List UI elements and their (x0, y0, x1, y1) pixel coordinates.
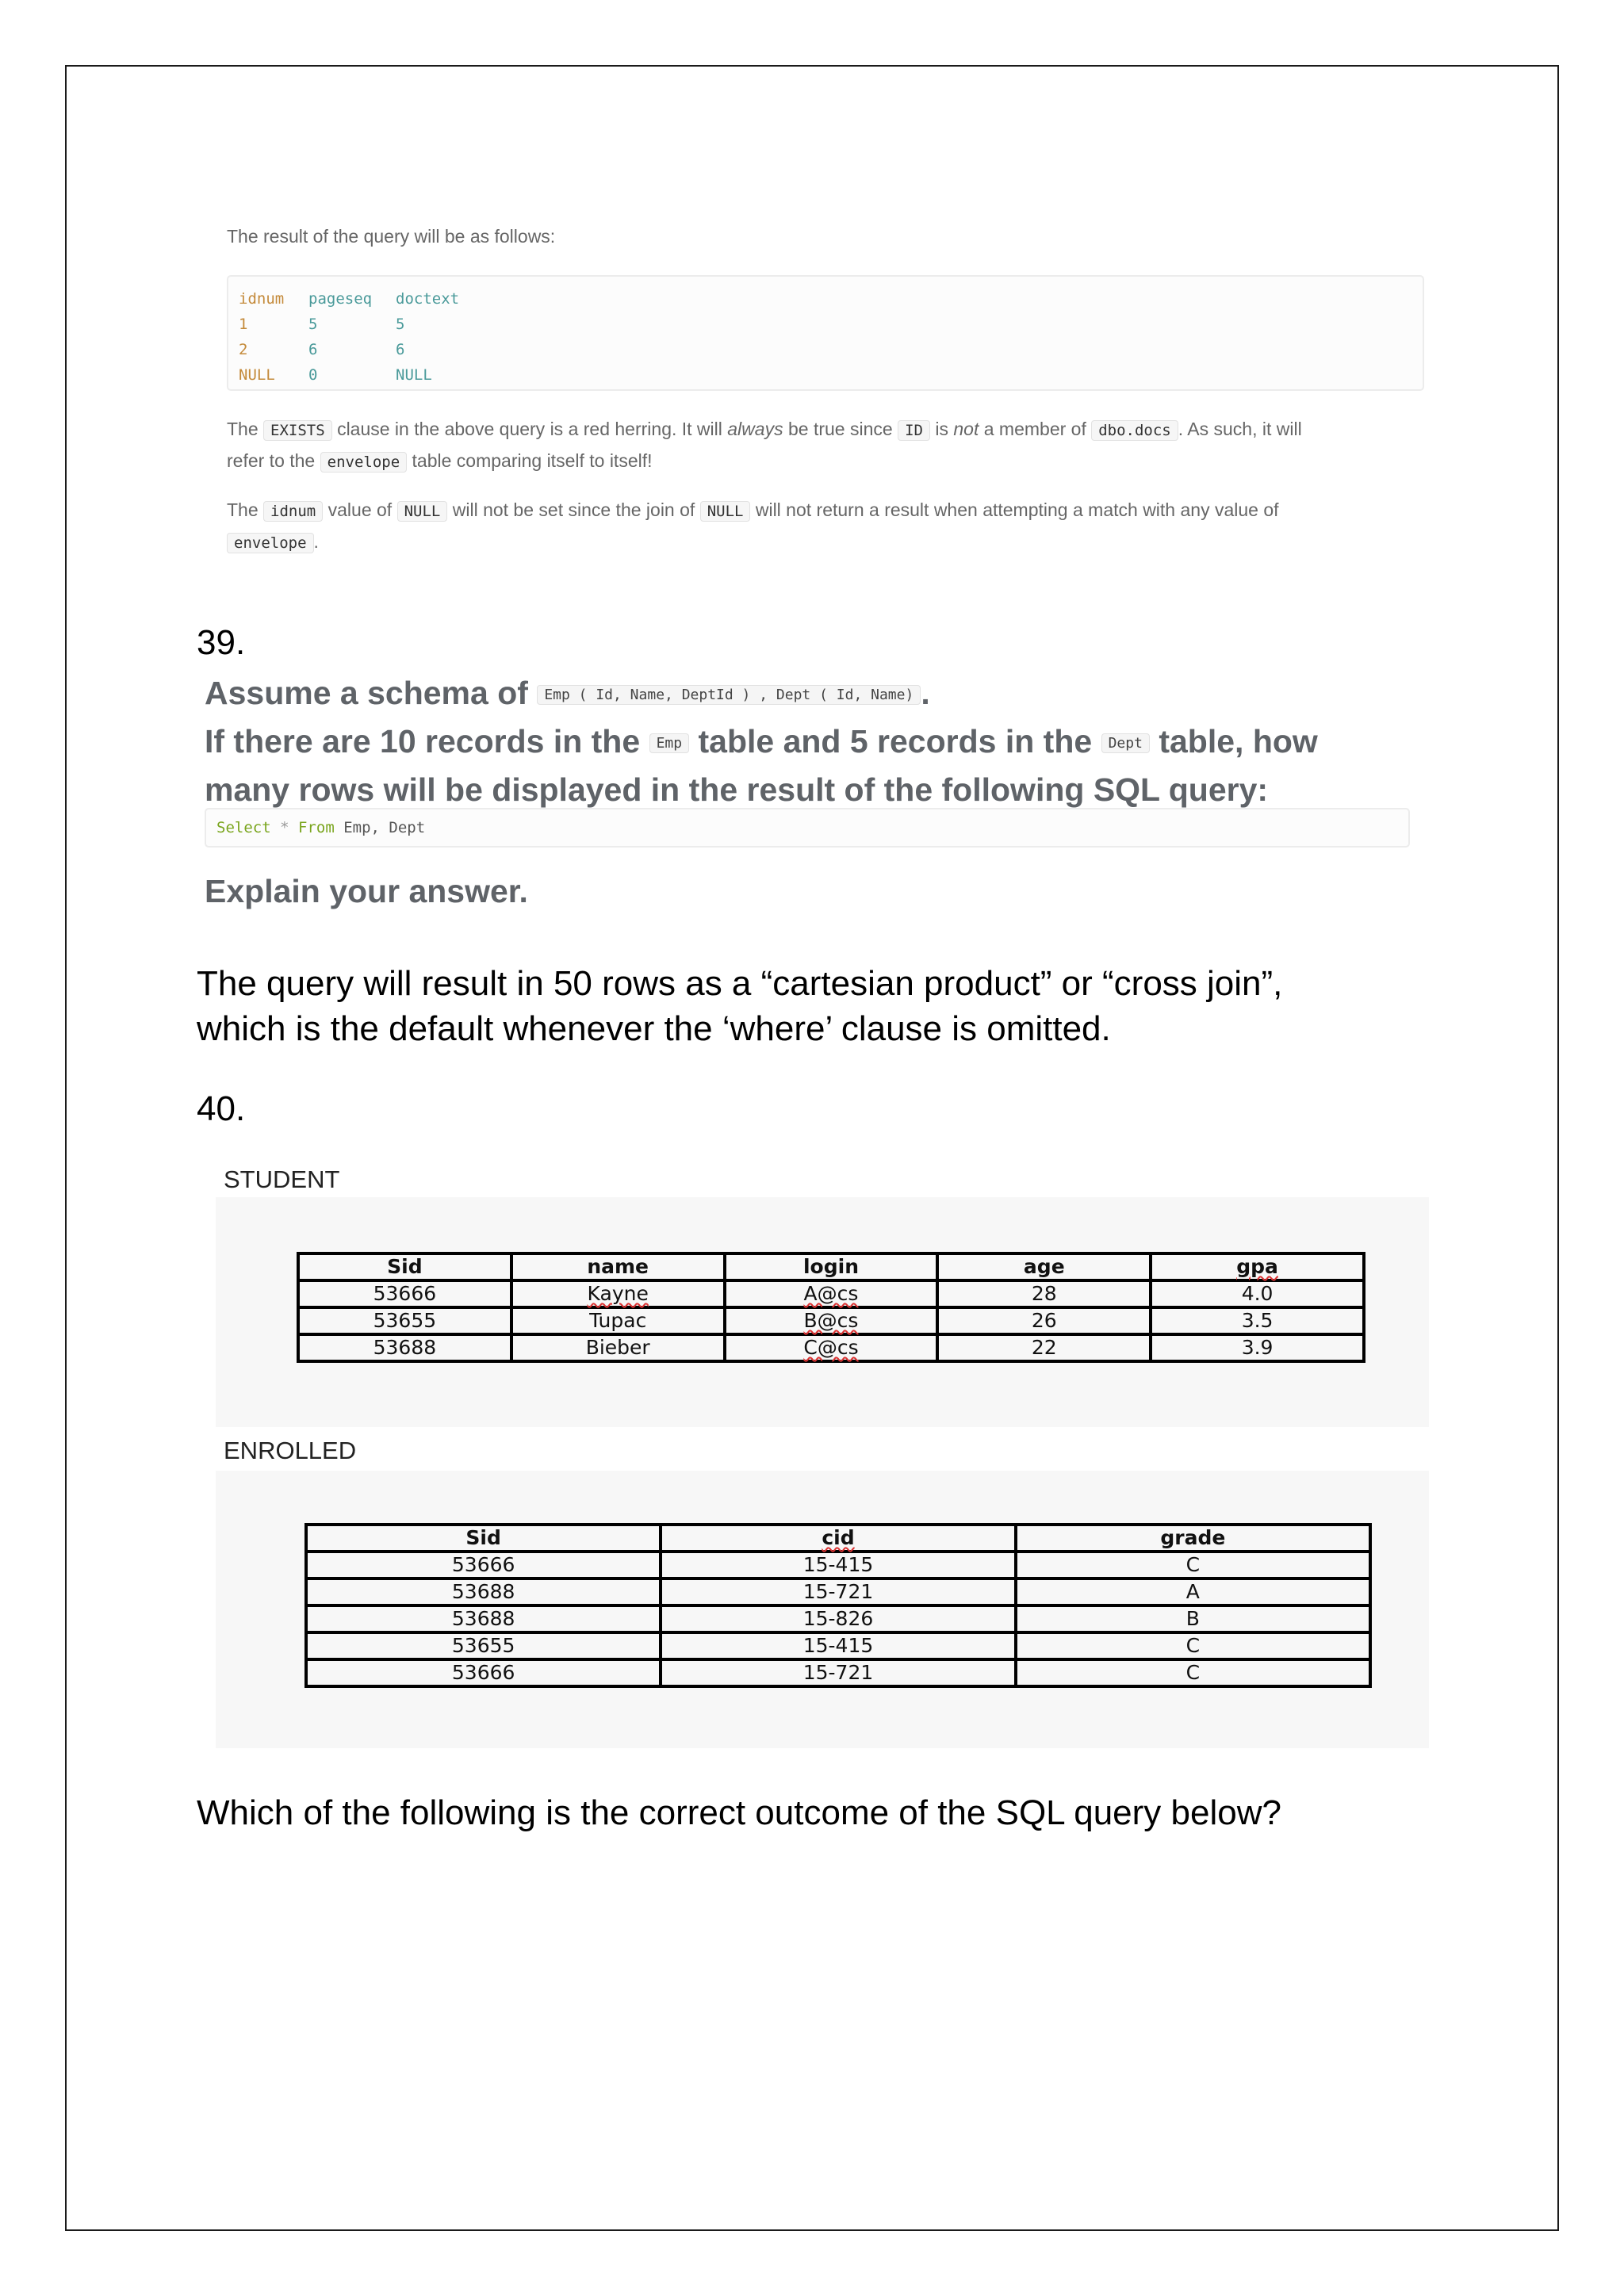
column-header: age (937, 1253, 1151, 1280)
table-cell: A (1016, 1578, 1370, 1605)
table-row (306, 1578, 1370, 1605)
exists-explanation (227, 414, 1432, 477)
q40-question-text: Which of the following is the correct outcome of the SQL query below? (197, 1793, 1281, 1832)
text: table, how (1159, 723, 1318, 760)
table-cell: 15-826 (661, 1605, 1015, 1632)
table-cell: C (1016, 1552, 1370, 1578)
result-header-row (239, 286, 459, 312)
column-header: login (725, 1253, 938, 1280)
result-cell: 6 (396, 341, 405, 358)
q39-line1 (205, 670, 1442, 718)
q39-prompt (205, 670, 1442, 813)
table-cell: 53666 (306, 1659, 661, 1686)
text: Assume a schema of (205, 675, 528, 711)
result-cell: NULL (396, 366, 432, 384)
text: value of (327, 499, 393, 520)
result-cell: 6 (308, 341, 318, 358)
result-header: pageseq (308, 290, 373, 308)
table-cell: C (1016, 1632, 1370, 1659)
table-cell: C (1016, 1659, 1370, 1686)
inline-code: NULL (397, 501, 448, 522)
text: refer to the (227, 450, 316, 471)
enrolled-table (304, 1523, 1372, 1688)
student-table (297, 1252, 1365, 1363)
question-number-39: 39. (197, 623, 246, 662)
text: will not be set since the join of (452, 499, 695, 520)
table-cell (511, 1280, 725, 1307)
enrolled-table-label: ENROLLED (224, 1437, 357, 1464)
column-header (661, 1525, 1015, 1552)
q39-explain-prompt: Explain your answer. (205, 873, 528, 909)
column-header: name (511, 1253, 725, 1280)
cell-text: A@cs (803, 1282, 859, 1305)
text: If there are 10 records in the (205, 723, 641, 760)
result-cell: 1 (239, 316, 248, 333)
table-cell: 15-415 (661, 1552, 1015, 1578)
null-explanation (227, 495, 1432, 558)
column-header: grade (1016, 1525, 1370, 1552)
table-cell: 22 (937, 1334, 1151, 1361)
result-code-block (227, 275, 1424, 391)
table-cell (725, 1307, 938, 1334)
text: table and 5 records in the (698, 723, 1093, 760)
cell-text: Kayne (587, 1282, 649, 1305)
result-row (239, 312, 459, 337)
header-text: gpa (1236, 1255, 1278, 1278)
table-cell: 53688 (306, 1578, 661, 1605)
table-cell: 53666 (298, 1280, 511, 1307)
inline-code: ID (898, 420, 930, 441)
result-row (239, 337, 459, 362)
table-cell: 53688 (306, 1605, 661, 1632)
table-row (298, 1307, 1364, 1334)
table-header-row (306, 1525, 1370, 1552)
table-cell: 15-721 (661, 1659, 1015, 1686)
sql-keyword: Select (216, 819, 271, 836)
text: . (313, 531, 319, 552)
q39-answer (197, 961, 1545, 1051)
table-cell: 15-721 (661, 1578, 1015, 1605)
text: . As such, it will (1178, 419, 1302, 439)
table-cell: 53655 (306, 1632, 661, 1659)
result-cell: 5 (308, 316, 318, 333)
inline-code: envelope (320, 452, 408, 473)
text: a member of (983, 419, 1086, 439)
table-row (306, 1632, 1370, 1659)
q39-line3: many rows will be displayed in the result of the following SQL query: (205, 771, 1269, 809)
text: table comparing itself to itself! (412, 450, 653, 471)
table-cell (725, 1280, 938, 1307)
sql-keyword: From (298, 819, 335, 836)
result-header: idnum (239, 290, 285, 308)
result-cell: 0 (308, 366, 318, 384)
table-cell: Bieber (511, 1334, 725, 1361)
result-row (239, 362, 459, 388)
text: The (227, 419, 259, 439)
text: be true since (787, 419, 893, 439)
sql-text: Emp, Dept (343, 819, 426, 836)
column-header: Sid (298, 1253, 511, 1280)
inline-code: Emp (649, 733, 690, 753)
text: is (935, 419, 948, 439)
inline-code: NULL (700, 501, 751, 522)
table-cell: Tupac (511, 1307, 725, 1334)
table-cell: 3.5 (1151, 1307, 1364, 1334)
result-cell: 2 (239, 341, 248, 358)
table-cell: 28 (937, 1280, 1151, 1307)
table-row (306, 1605, 1370, 1632)
inline-code: dbo.docs (1091, 420, 1178, 441)
result-header: doctext (396, 290, 460, 308)
q39-line2 (205, 718, 1442, 767)
cell-text: C@cs (803, 1336, 859, 1359)
question-number-40: 40. (197, 1089, 246, 1128)
cell-text: B@cs (803, 1309, 859, 1332)
table-row (298, 1334, 1364, 1361)
answer-line: which is the default whenever the ‘where’ clause is omitted. (197, 1009, 1111, 1048)
table-cell: 26 (937, 1307, 1151, 1334)
result-cell: 5 (396, 316, 405, 333)
text: clause in the above query is a red herring. It will (337, 419, 722, 439)
text: The (227, 499, 259, 520)
table-row (306, 1552, 1370, 1578)
result-cell: NULL (239, 366, 275, 384)
result-intro: The result of the query will be as follows: (227, 226, 556, 247)
text-emphasis: not (953, 419, 979, 439)
q39-sql-code (205, 808, 1410, 848)
column-header (1151, 1253, 1364, 1280)
inline-code: Emp ( Id, Name, DeptId ) , Dept ( Id, Name) (537, 685, 921, 705)
table-row (298, 1280, 1364, 1307)
table-header-row (298, 1253, 1364, 1280)
student-table-label: STUDENT (224, 1165, 340, 1193)
table-cell: 3.9 (1151, 1334, 1364, 1361)
table-cell: B (1016, 1605, 1370, 1632)
text: . (921, 675, 930, 711)
header-text: cid (822, 1526, 855, 1549)
inline-code: EXISTS (263, 420, 332, 441)
table-cell: 53666 (306, 1552, 661, 1578)
table-cell: 15-415 (661, 1632, 1015, 1659)
table-row (306, 1659, 1370, 1686)
inline-code: Dept (1101, 733, 1150, 753)
inline-code: envelope (227, 533, 314, 553)
table-cell: 53655 (298, 1307, 511, 1334)
table-cell: 53688 (298, 1334, 511, 1361)
sql-operator: * (280, 819, 289, 836)
text-emphasis: always (727, 419, 783, 439)
answer-line: The query will result in 50 rows as a “cartesian product” or “cross join”, (197, 964, 1283, 1003)
table-cell: 4.0 (1151, 1280, 1364, 1307)
inline-code: idnum (263, 501, 323, 522)
text: will not return a result when attempting a match with any value of (755, 499, 1279, 520)
table-cell (725, 1334, 938, 1361)
column-header: Sid (306, 1525, 661, 1552)
